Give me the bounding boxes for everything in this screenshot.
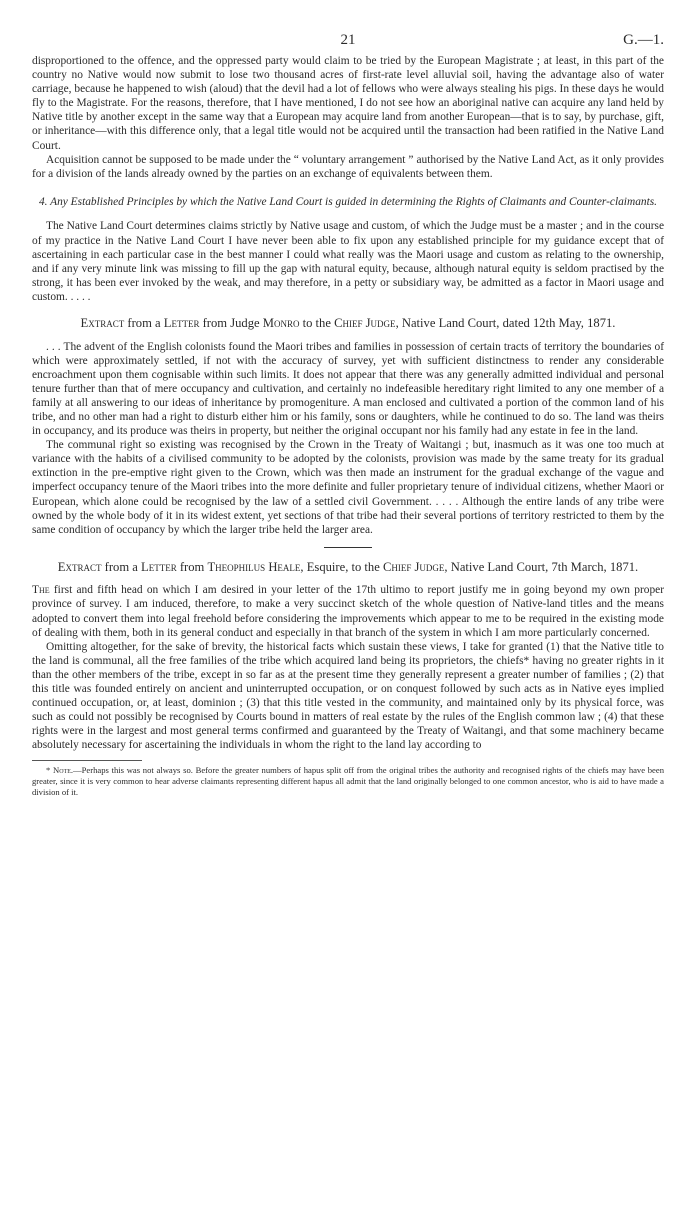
recipient-title: Chief Judge (334, 316, 396, 330)
monro-paragraph-2: The communal right so existing was recognised by the Crown in the Treaty of Waitangi ; but, inasmuch as it was one too much at variance with the habits of a civilised community to be adopted by the colonists, provision was made by the same treaty for its gradual extinction in the pre-emptive right given to the Crown, which was then made an instrument for the gradual exchange of the vague and imperfect occupancy tenure of the Maori tribes into the more definite and fuller proprietary tenure of individual citizens, whether Maori or European, which alone could be recognised by the law of a settled civil Government. . . . . Although the entire lands of any tribe were owned by the whole body of it in its widest extent, yet sections of that tribe had their several portions of territory restricted to them by the same condition of occupancy by which the larger tribe held the larger area. (32, 439, 664, 536)
continued-paragraph: disproportioned to the offence, and the oppressed party would claim to be tried by the European Magistrate ; at least, in this part of the country no Native would now submit to lose two thousand acres of first-rate level alluvial soil, having the advantage also of water carriage, because he happened to wish (aloud) that the devil had a lot of fellows who were always stealing his pigs. In these days he would fly to the Magistrate. For the reasons, therefore, that I have mentioned, I do not see how an aboriginal native can acquire any land held by Native title by another except in the same way that a European may acquire land from another European—that is to say, by purchase, gift, or inheritance—with this difference only, that a legal title would not be acquired until the transaction had been ratified in the Native Land Court. (32, 55, 664, 152)
footnote-divider (32, 760, 142, 761)
extract-label: Extract (57, 559, 102, 574)
extract-text: to the (299, 316, 335, 330)
extract-label: Extract (80, 316, 125, 330)
extract-date: , Native Land Court, 7th March, 1871. (444, 559, 639, 574)
extract-monro-heading (32, 316, 664, 332)
document-page (32, 32, 664, 797)
section-4-body: The Native Land Court determines claims strictly by Native usage and custom, of which the Judge must be a master ; and in the course of my practice in the Native Land Court I have never been able to fix upon any established principle for my guidance except that of ascertaining in each particular case in the best manner I could what really was the Maori usage and custom as relating to the ownership, and if any very minute link was missing to fill up the gap with natural equity, because, although natural equity is seldom practised by the strong, it has been ever invoked by the weak, and may therefore, in a petty or subsidiary way, be admitted as a factor in Maori usage and custom. . . . . (32, 220, 664, 303)
section-divider (324, 547, 372, 548)
footnote (32, 765, 664, 797)
lead-word: The (32, 584, 50, 597)
page-number: 21 (340, 32, 356, 48)
extract-heale-heading (32, 560, 664, 576)
extract-date: , Native Land Court, dated 12th May, 1871. (395, 316, 616, 330)
monro-paragraph-1: . . . The advent of the English colonists found the Maori tribes and families in possession of certain tracts of territory the boundaries of which were approximately settled, if not with the accuracy of survey, yet with sufficient distinctness to render any considerable encroachment upon them cognisable within such limits. It does not appear that there was any generally admitted individual and personal tenure further than that of mere occupancy and cultivation, and certainly no indefeasible hereditary right limited to any one member of a family at all answering to our ideas of inheritance by promogeniture. A man enclosed and cultivated a portion of the common land of his tribe, and no other man had a right to disturb either him or his family, sons or daughters, while he continued to do so. The land was theirs in occupancy, and its produce was theirs in property, but neither the original occupant nor his family had any estate in fee in the land. (32, 340, 664, 438)
heale-paragraph-1 (32, 583, 664, 639)
footnote-text: —Perhaps this was not always so. Before the greater numbers of hapus split off from the original tribes the authority and recognised rights of the chiefs may have been greater, since it is very common to hear adverse claimants representing different hapus all admit that the land originally belonged to one common ancestor, who is aid to have made a division of it. (32, 765, 664, 797)
extract-text: from Judge (199, 316, 263, 330)
extract-text: from (176, 559, 208, 574)
acquisition-paragraph: Acquisition cannot be supposed to be made under the “ voluntary arrangement ” authorised by the Native Land Act, as it only provides for a division of the lands already owned by the parties on an exchange of equivalents between them. (32, 153, 664, 180)
page-header (32, 32, 664, 54)
extract-text: from a (124, 316, 164, 330)
letter-label: Letter (141, 559, 177, 574)
heale-paragraph-2: Omitting altogether, for the sake of brevity, the historical facts which sustain these views, I take for granted (1) that the Native title to the land is communal, all the free families of the tribe which acquired land being its proprietors, the chiefs* having no greater rights in it than the other members of the tribe, except in so far as at the present time they generally represent a greater number of families ; (2) that this title was founded entirely on ancient and uninterrupted occupation, or on conquest followed by such acts as in Native eyes implied continued occupation, or, at least, dominion ; (3) that this title vested in the community, and maintained only by its physical force, was such as could not possibly be recognised by Courts bound in matters of real estate by the rules of the English common law ; (4) that these rights were in the largest and most general terms confirmed and guaranteed by the Treaty of Waitangi, and that some machinery became absolutely necessary for ascertaining the individuals in whom the right to the land lay according to (32, 640, 664, 752)
recipient-title: Chief Judge (382, 559, 445, 574)
footnote-label: * Note. (46, 765, 74, 776)
author-name: Monro (262, 316, 300, 330)
extract-text: , Esquire, to the (300, 559, 383, 574)
author-name: Theophilus Heale (207, 559, 301, 574)
document-reference: G.—1. (623, 32, 664, 48)
heale-paragraph-1-text: first and fifth head on which I am desired in your letter of the 17th ultimo to report justify me in going beyond my own proper province of survey. I am induced, therefore, to make a very succinct sketch of the whole question of Native-land titles and the means adopted to convert them into legal freehold before considering the improvements which appear to me to be required in the existing mode of dealing with them, both in its general conduct and especially in that branch of the system in which I am more particularly concerned. (32, 584, 664, 639)
section-4-heading: 4. Any Established Principles by which the Native Land Court is guided in determining the Rights of Claimants and Counter-claimants. (38, 195, 658, 208)
extract-text: from a (101, 559, 142, 574)
letter-label: Letter (163, 316, 200, 330)
